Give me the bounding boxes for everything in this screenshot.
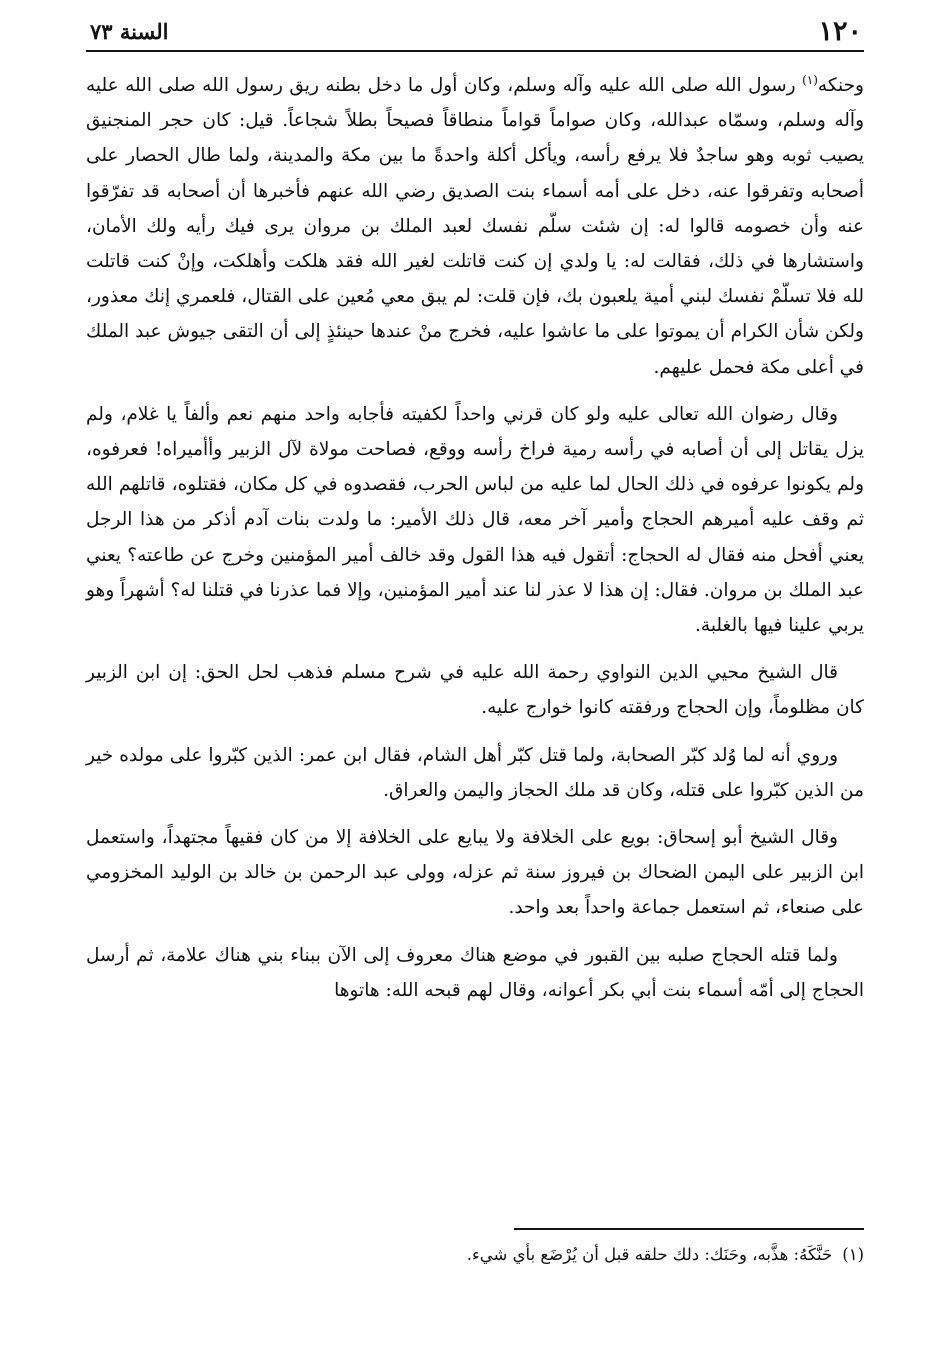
paragraph-1	[86, 68, 864, 385]
footnote	[86, 1240, 864, 1270]
footnote-text: حَنَّكَهُ: هذَّبه، وحَنَك: دلك حلقه قبل أن يُرْضَع بأي شيء.	[466, 1245, 833, 1264]
page-header	[86, 14, 864, 52]
main-text	[86, 68, 864, 1020]
paragraph-1-text: رسول الله صلى الله عليه وآله وسلم، وكان أول ما دخل بطنه ريق رسول الله صلى الله عليه وآله وسلم، وسمّاه عبدالله، وكان صواماً قواماً منطاقاً فصيحاً بطلاً شجاعاً. قيل: كان حجر المنجنيق يصيب ثوبه وهو ساجدٌ فلا يرفع رأسه، ويأكل أكلة واحدةً ما بين مكة والمدينة، ولما طال الحصار على أصحابه وتفرقوا عنه، دخل على أمه أسماء بنت الصديق رضي الله عنهم فأخبرها أن أصحابه قد تفرّقوا عنه وأن خصومه قالوا له: إن شئت سلّم نفسك لعبد الملك بن مروان يرى فيك رأيه ولك الأمان، واستشارها في ذلك، فقالت له: يا ولدي إن كنت قاتلت لغير الله فقد هلكت وأهلكت، وإنْ كنت قاتلت لله فلا تسلّمْ نفسك لبني أمية يلعبون بك، فإن قلت: لم يبق معي مُعين على القتال، فلعمري إنك معذور، ولكن شأن الكرام أن يموتوا على ما عاشوا عليه، فخرج منْ عندها حينئذٍ إلى أن التقى جيوش عبد الملك في أعلى مكة فحمل عليهم.	[86, 75, 864, 378]
paragraph-2: وقال رضوان الله تعالى عليه ولو كان قرني واحداً لكفيته فأجابه واحد منهم نعم وألفاً يا غلام، ولم يزل يقاتل إلى أن أصابه في رأسه رمية فراخ رأسه ووقع، فصاحت مولاة لآل الزبير وأأميراه! فعرفوه، ولم يكونوا عرفوه في ذلك الحال لما عليه من لباس الحرب، فقصدوه في كل مكان، فقتلوه، قاتلهم الله ثم وقف عليه أميرهم الحجاج وأمير آخر معه، قال ذلك الأمير: ما ولدت بنات آدم أذكر من هذا الرجل يعني أفحل منه فقال له الحجاج: أتقول فيه هذا القول وقد خالف أمير المؤمنين وخرج عن طاعته؟ يعني عبد الملك بن مروان. فقال: إن هذا لا عذر لنا عند أمير المؤمنين، وإلا فما عذرنا في قتلنا له؟ أشهراً وهو يربي علينا فيها بالغلبة.	[86, 403, 864, 637]
running-title: السنة ٧٣	[90, 19, 169, 44]
footnote-number: (١)	[842, 1245, 864, 1264]
paragraph-4: وروي أنه لما وُلد كبّر الصحابة، ولما قتل كبّر أهل الشام، فقال ابن عمر: الذين كبّروا على مولده خير من الذين كبّروا على قتله، وكان قد ملك الحجاز واليمن والعراق.	[86, 744, 864, 801]
paragraph-6: ولما قتله الحجاج صلبه بين القبور في موضع هناك معروف إلى الآن ببناء بني هناك علامة، ثم أرسل الحجاج إلى أمّه أسماء بنت أبي بكر أعوانه، وقال لهم قبحه الله: هاتوها	[86, 944, 864, 1001]
footnote-separator	[514, 1228, 864, 1230]
footnote-reference: (١)	[802, 72, 818, 87]
paragraph-5: وقال الشيخ أبو إسحاق: بويع على الخلافة ولا يبايع على الخلافة إلا من كان فقيهاً مجتهداً، واستعمل ابن الزبير على اليمن الضحاك بن فيروز سنة ثم عزله، وولى عبد الرحمن بن خالد بن الوليد المخزومي على صنعاء، ثم استعمل جماعة واحداً بعد واحد.	[86, 827, 864, 919]
paragraph-1-lead: وحنكه	[817, 75, 864, 96]
page-number: ١٢٠	[818, 16, 862, 47]
paragraph-3: قال الشيخ محيي الدين النواوي رحمة الله عليه في شرح مسلم فذهب لحل الحق: إن ابن الزبير كان مظلوماً، وإن الحجاج ورفقته كانوا خوارج عليه.	[86, 662, 864, 719]
